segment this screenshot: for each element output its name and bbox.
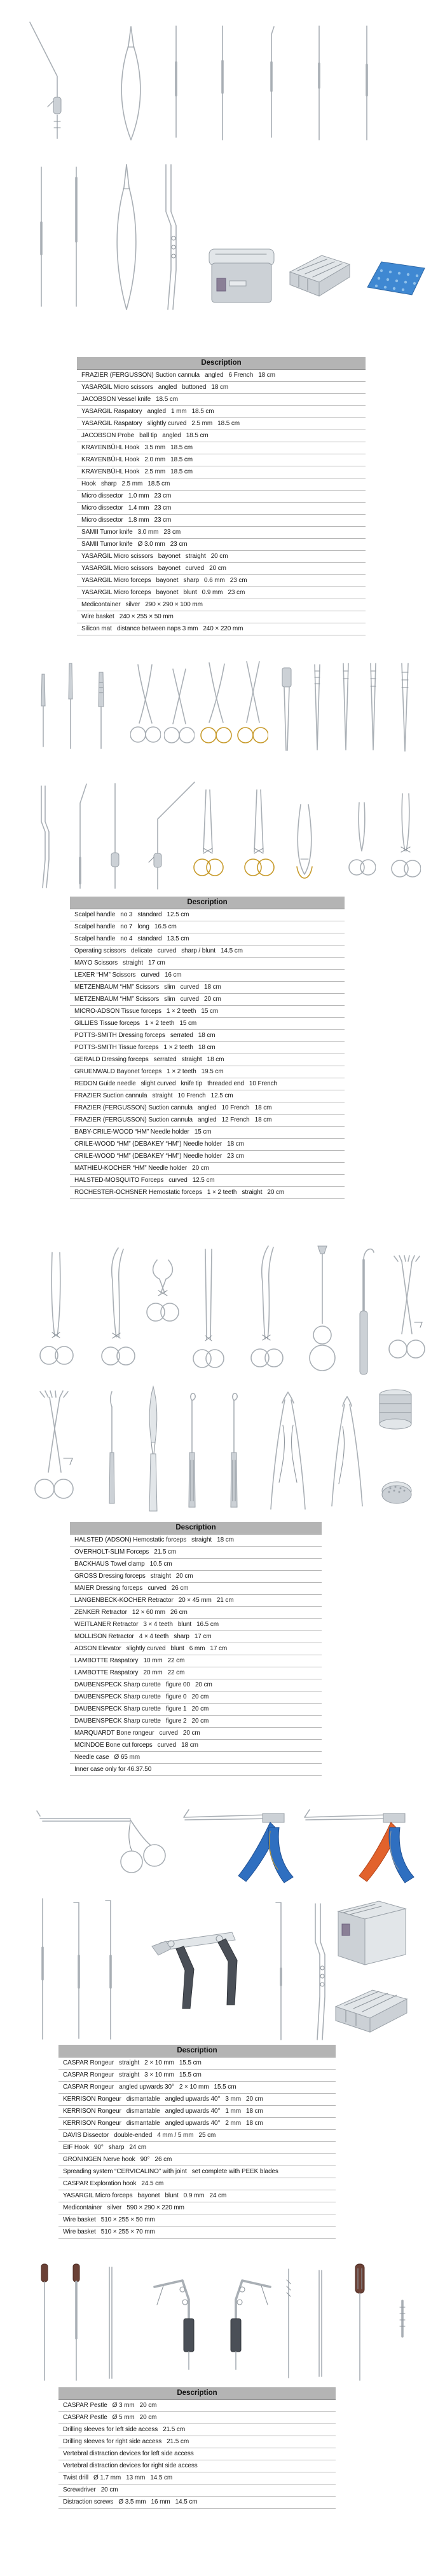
table-row: GERALD Dressing forceps serrated straight 18 cm xyxy=(70,1054,345,1066)
table-row: Wire basket 240 × 255 × 50 mm xyxy=(77,611,366,623)
table-row: Drilling sleeves for right side access 21.5 cm xyxy=(58,2436,336,2448)
table-body xyxy=(77,370,366,635)
table-row: Operating scissors delicate curved sharp / blunt 14.5 cm xyxy=(70,946,345,958)
medicontainer-tall-image xyxy=(331,1894,412,1971)
table-row: YASARGIL Micro forceps bayonet blunt 0.9 mm 23 cm xyxy=(77,587,366,599)
micro-scissors-bayonet-image xyxy=(109,162,144,313)
yasargil-micro-forceps-image xyxy=(306,1901,332,2042)
table-row: ZENKER Retractor 12 × 60 mm 26 cm xyxy=(70,1607,322,1619)
gruenwald-bayonet-forceps-image xyxy=(35,783,53,890)
table-row: Needle case Ø 65 mm xyxy=(70,1752,322,1764)
probe-image xyxy=(267,24,276,140)
table-row: Screwdriver 20 cm xyxy=(58,2484,336,2497)
table-row: MICRO-ADSON Tissue forceps 1 × 2 teeth 15 cm xyxy=(70,1006,345,1018)
crile-wood-needle-holder-image xyxy=(191,786,225,891)
table-row: Medicontainer silver 290 × 290 × 100 mm xyxy=(77,599,366,611)
table-row: OVERHOLT-SLIM Forceps 21.5 cm xyxy=(70,1547,322,1559)
table-header: Description xyxy=(77,357,366,370)
distraction-screw-image xyxy=(397,2297,407,2342)
table-row: Medicontainer silver 590 × 290 × 220 mm xyxy=(58,2202,336,2214)
table-row: POTTS-SMITH Dressing forceps serrated 18 cm xyxy=(70,1030,345,1042)
table-row: HALSTED-MOSQUITO Forceps curved 12.5 cm xyxy=(70,1175,345,1187)
kerrison-rongeur-blue-image xyxy=(175,1803,296,1890)
table-row: LAMBOTTE Raspatory 10 mm 22 cm xyxy=(70,1655,322,1667)
table-row: YASARGIL Micro forceps bayonet blunt 0.9 mm 24 cm xyxy=(58,2190,336,2202)
table-row: CASPAR Rongeur straight 3 × 10 mm 15.5 cm xyxy=(58,2070,336,2082)
table-row: KERRISON Rongeur dismantable angled upwards 40° 3 mm 20 cm xyxy=(58,2094,336,2106)
table-row: Wire basket 510 × 255 × 50 mm xyxy=(58,2214,336,2227)
table-row: KRAYENBÜHL Hook 2.0 mm 18.5 cm xyxy=(77,454,366,466)
langenbeck-retractor-image xyxy=(351,1241,378,1380)
table-row: MOLLISON Retractor 4 × 4 teeth sharp 17 cm xyxy=(70,1631,322,1643)
description-table-4 xyxy=(58,2045,336,2239)
cervicalino-spreader-image xyxy=(143,1916,254,2027)
table-row: BACKHAUS Towel clamp 10.5 cm xyxy=(70,1559,322,1571)
metzenbaum-scissors-image xyxy=(236,658,268,756)
table-row: BABY-CRILE-WOOD “HM” Needle holder 15 cm xyxy=(70,1127,345,1139)
section-4-images-row-2 xyxy=(0,1894,445,2046)
table-row: SAMII Tumor knife 3.0 mm 23 cm xyxy=(77,527,366,539)
table-row: ROCHESTER-OCHSNER Hemostatic forceps 1 × 2 teeth straight 20 cm xyxy=(70,1187,345,1199)
table-body xyxy=(70,1535,322,1776)
table-row: FRAZIER (FERGUSSON) Suction cannula angled 12 French 18 cm xyxy=(70,1115,345,1127)
table-row: ADSON Elevator slightly curved blunt 6 mm 17 cm xyxy=(70,1643,322,1655)
crile-wood-needle-holder-image xyxy=(242,786,276,891)
hook-image xyxy=(316,24,322,142)
medicontainer-image xyxy=(207,241,278,306)
caspar-exploration-hook-image xyxy=(273,1899,284,2041)
table-row: CASPAR Exploration hook 24.5 cm xyxy=(58,2178,336,2190)
table-row: YASARGIL Micro forceps bayonet sharp 0.6 mm 23 cm xyxy=(77,575,366,587)
wire-basket-image xyxy=(331,1981,412,2040)
table-row: Spreading system “CERVICALINO” with joint set complete with PEEK blades xyxy=(58,2166,336,2178)
table-row: MATHIEU-KOCHER “HM” Needle holder 20 cm xyxy=(70,1163,345,1175)
caspar-rongeur-image xyxy=(35,1803,168,1887)
caspar-pestle-image xyxy=(39,2262,50,2383)
table-body xyxy=(70,909,345,1199)
table-row: Vertebral distraction devices for right side access xyxy=(58,2460,336,2472)
table-row: GRUENWALD Bayonet forceps 1 × 2 teeth 19.5 cm xyxy=(70,1066,345,1078)
micro-scissors-image xyxy=(114,24,147,144)
redon-guide-needle-image xyxy=(71,782,92,891)
table-row: GILLIES Tissue forceps 1 × 2 teeth 15 cm xyxy=(70,1018,345,1030)
table-row: Distraction screws Ø 3.5 mm 16 mm 14.5 cm xyxy=(58,2497,336,2509)
table-row: MAIER Dressing forceps curved 26 cm xyxy=(70,1583,322,1595)
table-row: YASARGIL Raspatory angled 1 mm 18.5 cm xyxy=(77,406,366,418)
table-row: Scalpel handle no 4 standard 13.5 cm xyxy=(70,933,345,946)
frazier-suction-straight-image xyxy=(108,782,122,891)
davis-dissector-image xyxy=(39,1897,46,2042)
tissue-forceps-image xyxy=(312,662,323,752)
table-row: CASPAR Pestle Ø 3 mm 20 cm xyxy=(58,2400,336,2412)
dressing-forceps-image xyxy=(340,661,352,752)
scalpel-handle-image xyxy=(39,672,47,749)
table-row: MCINDOE Bone cut forceps curved 18 cm xyxy=(70,1740,322,1752)
table-row: Scalpel handle no 3 standard 12.5 cm xyxy=(70,909,345,921)
overholt-forceps-image xyxy=(95,1243,139,1378)
table-row: MARQUARDT Bone rongeur curved 20 cm xyxy=(70,1728,322,1740)
table-row: FRAZIER (FERGUSSON) Suction cannula angled 6 French 18 cm xyxy=(77,370,366,382)
caspar-pestle-image xyxy=(71,2262,81,2383)
table-row: Micro dissector 1.4 mm 23 cm xyxy=(77,503,366,515)
tumor-knife-image xyxy=(38,165,44,309)
halsted-adson-forceps-image xyxy=(35,1246,77,1378)
section-5-images xyxy=(0,2262,445,2389)
drilling-sleeve-image xyxy=(107,2265,114,2381)
micro-adson-forceps-image xyxy=(280,665,294,753)
table-row: DAUBENSPECK Sharp curette figure 2 20 cm xyxy=(70,1716,322,1728)
table-row: Scalpel handle no 7 long 16.5 cm xyxy=(70,921,345,933)
suction-cannula-image xyxy=(22,16,79,143)
eif-hook-image xyxy=(71,1899,81,2041)
section-2-images-row-2 xyxy=(0,778,445,896)
table-row: FRAZIER (FERGUSSON) Suction cannula angled 10 French 18 cm xyxy=(70,1102,345,1115)
section-5 xyxy=(0,2249,445,2576)
table-row: CASPAR Pestle Ø 5 mm 20 cm xyxy=(58,2412,336,2424)
weitlaner-retractor-image xyxy=(387,1252,427,1376)
rochester-ochsner-forceps-image xyxy=(389,790,421,890)
table-header: Description xyxy=(70,897,345,909)
section-1-images-row-1 xyxy=(0,13,445,159)
description-table-1 xyxy=(77,357,366,635)
lambotte-raspatory-image xyxy=(145,1384,161,1514)
table-row: CRILE-WOOD “HM” (DEBAKEY “HM”) Needle holder 18 cm xyxy=(70,1139,345,1151)
daubenspeck-curette-image xyxy=(228,1389,240,1511)
twist-drill-image xyxy=(285,2267,292,2380)
mcindoe-bone-cut-forceps-image xyxy=(325,1392,369,1509)
table-row: Micro dissector 1.0 mm 23 cm xyxy=(77,491,366,503)
table-row: LAMBOTTE Raspatory 20 mm 22 cm xyxy=(70,1667,322,1679)
table-row: WEITLANER Retractor 3 × 4 teeth blunt 16.5 cm xyxy=(70,1619,322,1631)
table-body xyxy=(58,2400,336,2509)
table-row: GRONINGEN Nerve hook 90° 26 cm xyxy=(58,2154,336,2166)
operating-scissors-image xyxy=(130,661,161,755)
description-table-3 xyxy=(70,1522,322,1776)
table-row: MAYO Scissors straight 17 cm xyxy=(70,958,345,970)
table-row: DAUBENSPECK Sharp curette figure 00 20 cm xyxy=(70,1679,322,1691)
table-row: KERRISON Rongeur dismantable angled upwards 40° 1 mm 18 cm xyxy=(58,2106,336,2118)
table-row: KRAYENBÜHL Hook 3.5 mm 18.5 cm xyxy=(77,442,366,454)
frazier-suction-angled-image xyxy=(139,778,197,891)
table-row: LEXER “HM” Scissors curved 16 cm xyxy=(70,970,345,982)
table-row: YASARGIL Micro scissors angled buttoned 18 cm xyxy=(77,382,366,394)
daubenspeck-curette-image xyxy=(186,1389,198,1511)
table-row: REDON Guide needle slight curved knife tip threaded end 10 French xyxy=(70,1078,345,1090)
table-row: GROSS Dressing forceps straight 20 cm xyxy=(70,1571,322,1583)
mollison-retractor-image xyxy=(31,1387,79,1513)
scalpel-handle-image xyxy=(67,661,74,751)
section-3-images-row-1 xyxy=(0,1241,445,1381)
silicon-mat-image xyxy=(364,254,428,301)
kerrison-rongeur-orange-image xyxy=(296,1803,416,1890)
table-row: Silicon mat distance between naps 3 mm 240 × 220 mm xyxy=(77,623,366,635)
table-row: Drilling sleeves for left side access 21.5 cm xyxy=(58,2424,336,2436)
distraction-device-left-image xyxy=(149,2272,212,2376)
table-row: Vertebral distraction devices for left side access xyxy=(58,2448,336,2460)
table-row: Wire basket 510 × 255 × 70 mm xyxy=(58,2227,336,2239)
wire-basket-image xyxy=(285,248,353,304)
table-row: EIF Hook 90° sharp 24 cm xyxy=(58,2142,336,2154)
tissue-forceps-image xyxy=(367,661,379,752)
table-row: DAUBENSPECK Sharp curette figure 0 20 cm xyxy=(70,1691,322,1704)
section-2-images-row-1 xyxy=(0,656,445,757)
marquardt-bone-rongeur-image xyxy=(264,1387,312,1513)
table-row: Hook sharp 2.5 mm 18.5 cm xyxy=(77,478,366,491)
distraction-device-right-image xyxy=(213,2272,275,2376)
section-1 xyxy=(0,0,445,654)
inner-case-image xyxy=(380,1478,413,1507)
section-4 xyxy=(0,1798,445,2249)
table-row: Inner case only for 46.37.50 xyxy=(70,1764,322,1776)
mayo-scissors-image xyxy=(164,665,195,754)
scalpel-handle-image xyxy=(97,670,106,751)
table-row: DAUBENSPECK Sharp curette figure 1 20 cm xyxy=(70,1704,322,1716)
micro-dissector-image xyxy=(73,165,79,309)
lexer-scissors-image xyxy=(200,659,232,756)
table-row: HALSTED (ADSON) Hemostatic forceps straight 18 cm xyxy=(70,1535,322,1547)
vessel-knife-image xyxy=(173,24,179,140)
table-row: LANGENBECK-KOCHER Retractor 20 × 45 mm 21 cm xyxy=(70,1595,322,1607)
adson-elevator-image xyxy=(107,1389,117,1508)
table-row: CASPAR Rongeur straight 2 × 10 mm 15.5 cm xyxy=(58,2057,336,2070)
table-row: KRAYENBÜHL Hook 2.5 mm 18.5 cm xyxy=(77,466,366,478)
table-body xyxy=(58,2057,336,2239)
table-row: KERRISON Rongeur dismantable angled upwards 40° 2 mm 18 cm xyxy=(58,2118,336,2130)
table-header: Description xyxy=(58,2387,336,2400)
table-row: METZENBAUM “HM” Scissors slim curved 18 cm xyxy=(70,982,345,994)
table-row: POTTS-SMITH Tissue forceps 1 × 2 teeth 18 cm xyxy=(70,1042,345,1054)
micro-dissector-image xyxy=(364,24,370,142)
table-row: METZENBAUM “HM” Scissors slim curved 20 cm xyxy=(70,994,345,1006)
table-row: CRILE-WOOD “HM” (DEBAKEY “HM”) Needle holder 23 cm xyxy=(70,1151,345,1163)
table-row: Twist drill Ø 1.7 mm 13 mm 14.5 cm xyxy=(58,2472,336,2484)
raspatory-image xyxy=(219,24,226,142)
table-row: Micro dissector 1.8 mm 23 cm xyxy=(77,515,366,527)
halsted-mosquito-forceps-image xyxy=(346,797,376,890)
table-header: Description xyxy=(58,2045,336,2057)
mathieu-needle-holder-image xyxy=(289,801,320,890)
bayonet-forceps-image xyxy=(156,162,184,313)
table-row: CASPAR Rongeur angled upwards 30° 2 × 10 mm 15.5 cm xyxy=(58,2082,336,2094)
table-row: JACOBSON Vessel knife 18.5 cm xyxy=(77,394,366,406)
table-header: Description xyxy=(70,1522,322,1535)
description-table-5 xyxy=(58,2387,336,2509)
gross-dressing-forceps-image xyxy=(188,1244,229,1379)
needle-case-image xyxy=(376,1387,414,1437)
section-3-images-row-2 xyxy=(0,1384,445,1514)
table-row: JACOBSON Probe ball tip angled 18.5 cm xyxy=(77,430,366,442)
table-row: FRAZIER Suction cannula straight 10 French 12.5 cm xyxy=(70,1090,345,1102)
section-4-images-row-1 xyxy=(0,1803,445,1892)
description-table-2 xyxy=(70,897,345,1199)
zenker-retractor-image xyxy=(305,1242,341,1379)
gerald-forceps-image xyxy=(397,661,413,754)
table-row: YASARGIL Micro scissors bayonet curved 20 cm xyxy=(77,563,366,575)
screwdriver-image xyxy=(353,2262,367,2383)
groningen-nerve-hook-image xyxy=(103,1895,113,2040)
backhaus-towel-clamp-image xyxy=(143,1254,182,1346)
section-1-images-row-2 xyxy=(0,162,445,315)
table-row: SAMII Tumor knife Ø 3.0 mm 23 cm xyxy=(77,539,366,551)
table-row: YASARGIL Raspatory slightly curved 2.5 mm 18.5 cm xyxy=(77,418,366,430)
section-3 xyxy=(0,1238,445,1798)
maier-dressing-forceps-image xyxy=(243,1242,287,1379)
drilling-sleeve-image xyxy=(317,2268,324,2380)
section-2 xyxy=(0,654,445,1238)
table-row: DAVIS Dissector double-ended 4 mm / 5 mm 25 cm xyxy=(58,2130,336,2142)
table-row: YASARGIL Micro scissors bayonet straight 20 cm xyxy=(77,551,366,563)
